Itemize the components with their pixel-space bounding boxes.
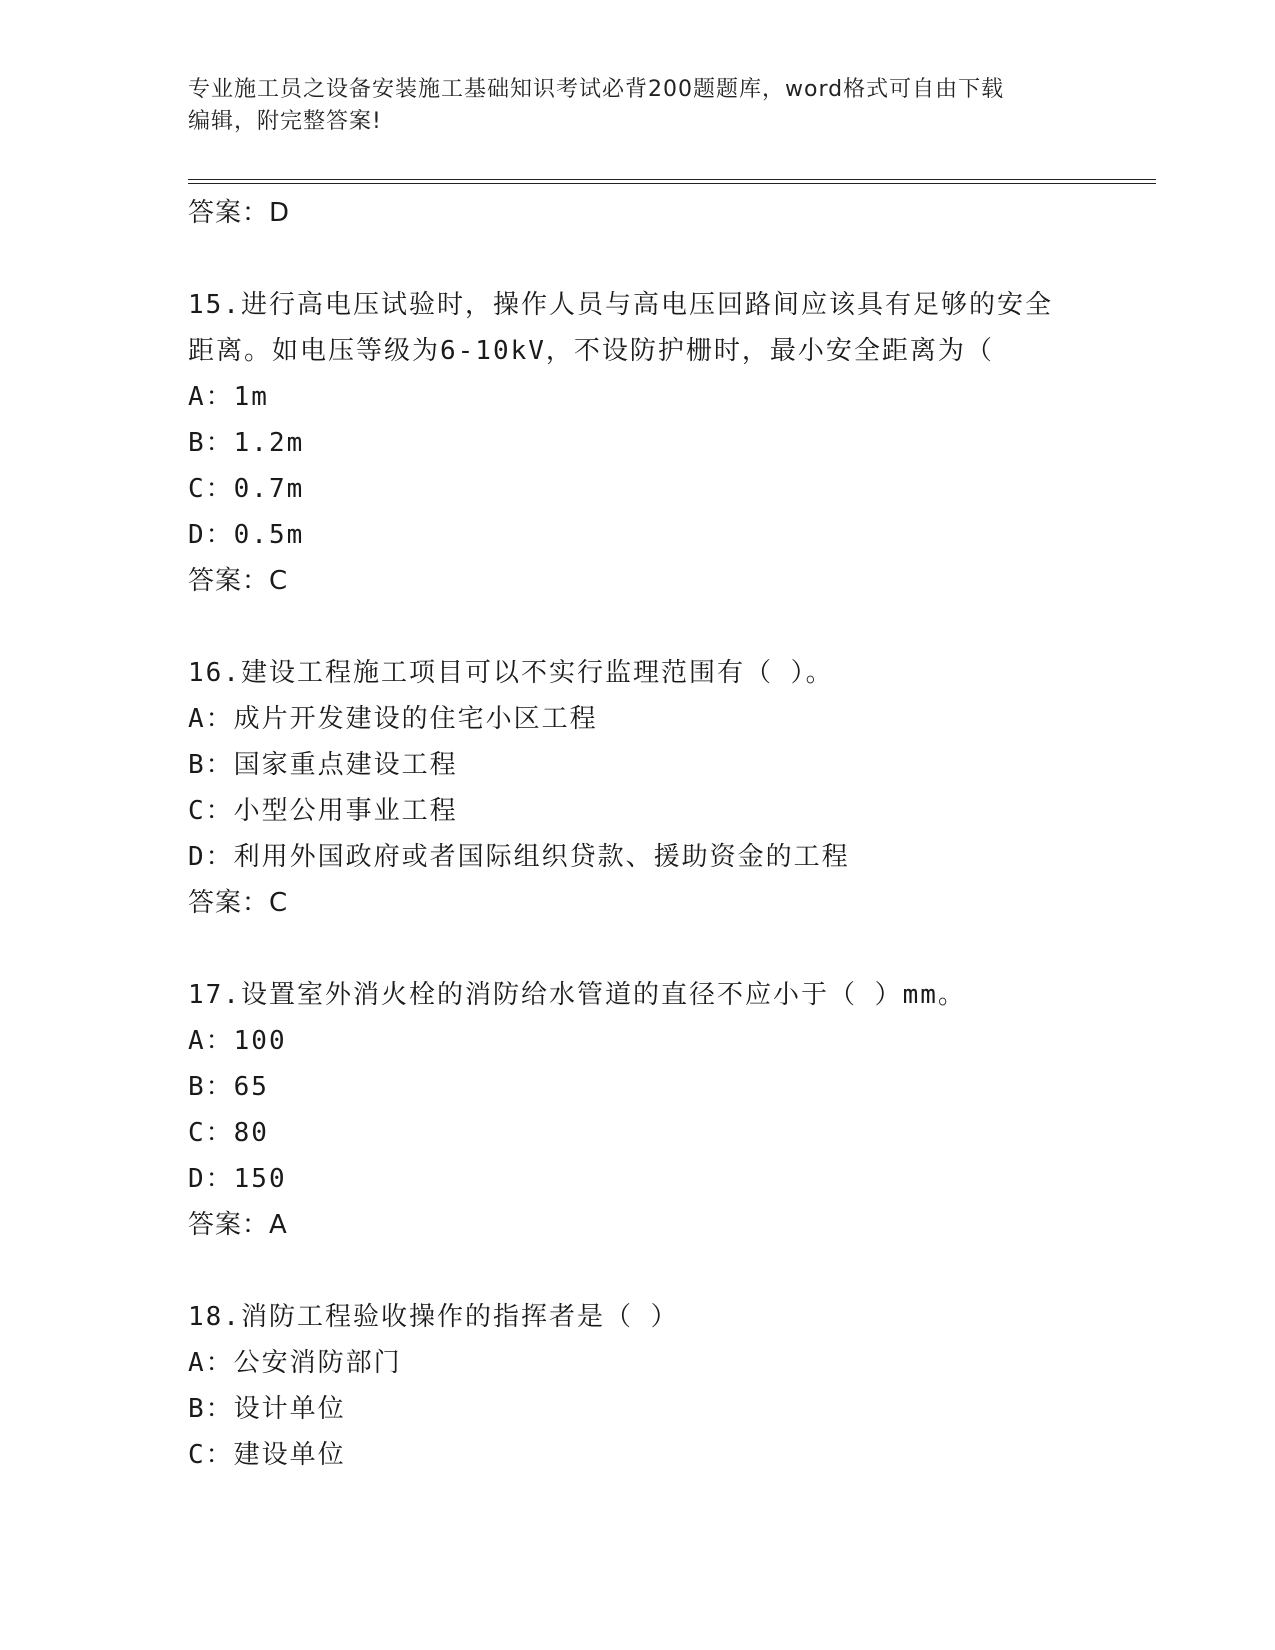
option-d: D：0.5m: [188, 520, 305, 550]
option-b: B：国家重点建设工程: [188, 750, 458, 780]
question-stem-line: 15.进行高电压试验时，操作人员与高电压回路间应该具有足够的安全: [188, 290, 1053, 320]
question-17: [188, 972, 1088, 1248]
answer: 答案：A: [188, 1210, 288, 1240]
option-a: A：1m: [188, 382, 269, 412]
document-header: [188, 74, 1068, 138]
spacer: [188, 604, 1088, 650]
spacer: [188, 236, 1088, 282]
option-b: B：1.2m: [188, 428, 305, 458]
question-16: [188, 650, 1088, 926]
spacer: [188, 926, 1088, 972]
header-divider-bottom: [188, 183, 1156, 184]
previous-answer: 答案：D: [188, 198, 291, 228]
option-a: A：成片开发建设的住宅小区工程: [188, 704, 598, 734]
option-d: D：利用外国政府或者国际组织贷款、援助资金的工程: [188, 842, 850, 872]
spacer: [188, 1248, 1088, 1294]
question-15: [188, 282, 1088, 604]
option-a: A：公安消防部门: [188, 1348, 402, 1378]
option-d: D：150: [188, 1164, 287, 1194]
option-c: C：建设单位: [188, 1440, 346, 1470]
header-line-1: 专业施工员之设备安装施工基础知识考试必背200题题库，word格式可自由下载: [188, 77, 1005, 102]
question-stem-line: 18.消防工程验收操作的指挥者是（ ）: [188, 1302, 679, 1332]
question-stem-line: 17.设置室外消火栓的消防给水管道的直径不应小于（ ）mm。: [188, 980, 966, 1010]
option-c: C：80: [188, 1118, 269, 1148]
question-stem-line: 16.建设工程施工项目可以不实行监理范围有（ ）。: [188, 658, 834, 688]
question-18: [188, 1294, 1088, 1478]
option-c: C：小型公用事业工程: [188, 796, 458, 826]
answer: 答案：C: [188, 566, 289, 596]
option-c: C：0.7m: [188, 474, 305, 504]
question-stem-line: 距离。如电压等级为6-10kV，不设防护栅时，最小安全距离为（: [188, 336, 994, 366]
option-b: B：设计单位: [188, 1394, 346, 1424]
option-a: A：100: [188, 1026, 287, 1056]
answer: 答案：C: [188, 888, 289, 918]
option-b: B：65: [188, 1072, 269, 1102]
header-divider-top: [188, 179, 1156, 180]
question-content: [188, 190, 1088, 1478]
header-line-2: 编辑，附完整答案!: [188, 109, 382, 134]
